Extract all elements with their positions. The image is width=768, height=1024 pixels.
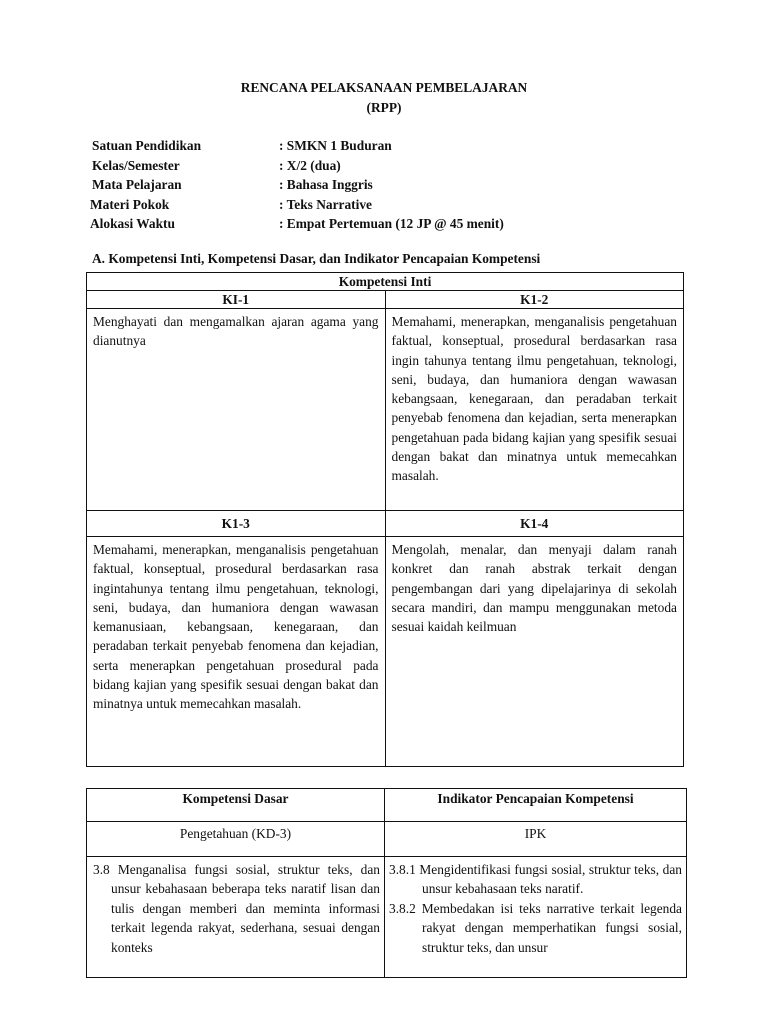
ki1-text: Menghayati dan mengamalkan ajaran agama yang dianutnya	[87, 309, 386, 511]
identity-value: : X/2 (dua)	[279, 157, 341, 173]
identity-label: Alokasi Waktu	[90, 216, 175, 232]
ki2-label: K1-2	[385, 291, 684, 309]
kd-3-8-text: 3.8 Menganalisa fungsi sosial, struktur teks, dan unsur kebahasaan beberapa teks naratif lisan dan tulis dengan memberi dan meminta informasi terkait legenda rakyat, sederhana, sesuai dengan konteks	[93, 862, 380, 955]
identity-label: Satuan Pendidikan	[92, 138, 202, 153]
ki-table-title: Kompetensi Inti	[87, 273, 684, 291]
identity-block	[92, 136, 504, 234]
identity-value: : SMKN 1 Buduran	[279, 138, 392, 153]
kd-subheader: Pengetahuan (KD-3)	[87, 822, 385, 857]
kd-header: Kompetensi Dasar	[87, 789, 385, 822]
identity-value: : Empat Pertemuan (12 JP @ 45 menit)	[279, 216, 504, 232]
ipk-list	[385, 857, 686, 957]
document-subtitle: (RPP)	[366, 100, 402, 115]
identity-label: Mata Pelajaran	[92, 177, 182, 193]
ipk-item: 3.8.2 Membedakan isi teks narrative terkait legenda rakyat dengan memperhatikan fungsi sosial, struktur teks, dan unsur	[389, 900, 682, 955]
kompetensi-dasar-table	[86, 788, 687, 978]
ipk-subheader: IPK	[385, 822, 687, 857]
identity-label: Materi Pokok	[90, 196, 170, 212]
identity-row-satuan	[92, 136, 504, 156]
ki1-label: KI-1	[87, 291, 386, 309]
section-a-heading: A. Kompetensi Inti, Kompetensi Dasar, dan Indikator Pencapaian Kompetensi	[92, 251, 541, 266]
ki4-text: Mengolah, menalar, dan menyaji dalam ranah konkret dan ranah abstrak terkait dengan pengembangan dari yang dipelajarinya di sekolah secara mandiri, dan mampu menggunakan metoda sesuai kaidah keilmuan	[385, 537, 684, 767]
ki3-label: K1-3	[87, 511, 386, 537]
ipk-header: Indikator Pencapaian Kompetensi	[385, 789, 687, 822]
kompetensi-inti-table	[86, 272, 684, 767]
ki2-text: Memahami, menerapkan, menganalisis pengetahuan faktual, konseptual, prosedural berdasarkan rasa ingin tahunya tentang ilmu pengetahuan, teknologi, seni, budaya, dan humaniora dengan wawasan kebangsaan, kenegaraan, dan peradaban terkait penyebab fenomena dan kejadian, serta menerapkan pengetahuan pada bidang kajian yang spesifik sesuai dengan bakat dan minatnya untuk memecahkan masalah.	[385, 309, 684, 511]
identity-row-materi	[92, 195, 504, 215]
identity-row-alokasi	[92, 214, 504, 234]
document-title: RENCANA PELAKSANAAN PEMBELAJARAN	[240, 80, 528, 95]
identity-label: Kelas/Semester	[92, 157, 180, 173]
identity-row-mapel	[92, 175, 504, 195]
ki4-label: K1-4	[385, 511, 684, 537]
ki3-text: Memahami, menerapkan, menganalisis pengetahuan faktual, konseptual, prosedural berdasarkan rasa ingintahunya tentang ilmu pengetahuan, teknologi, seni, budaya, dan humaniora dengan wawasan kemanusiaan, kebangsaan, kenegaraan, dan peradaban terkait penyebab fenomena dan kejadian, serta menerapkan pengetahuan prosedural pada bidang kajian yang spesifik sesuai dengan bakat dan minatnya untuk memecahkan masalah.	[87, 537, 386, 767]
identity-value: : Teks Narrative	[279, 196, 372, 212]
identity-value: : Bahasa Inggris	[279, 177, 373, 193]
ipk-item: 3.8.1 Mengidentifikasi fungsi sosial, struktur teks, dan unsur kebahasaan teks naratif.	[389, 862, 682, 897]
identity-row-kelas	[92, 156, 504, 176]
